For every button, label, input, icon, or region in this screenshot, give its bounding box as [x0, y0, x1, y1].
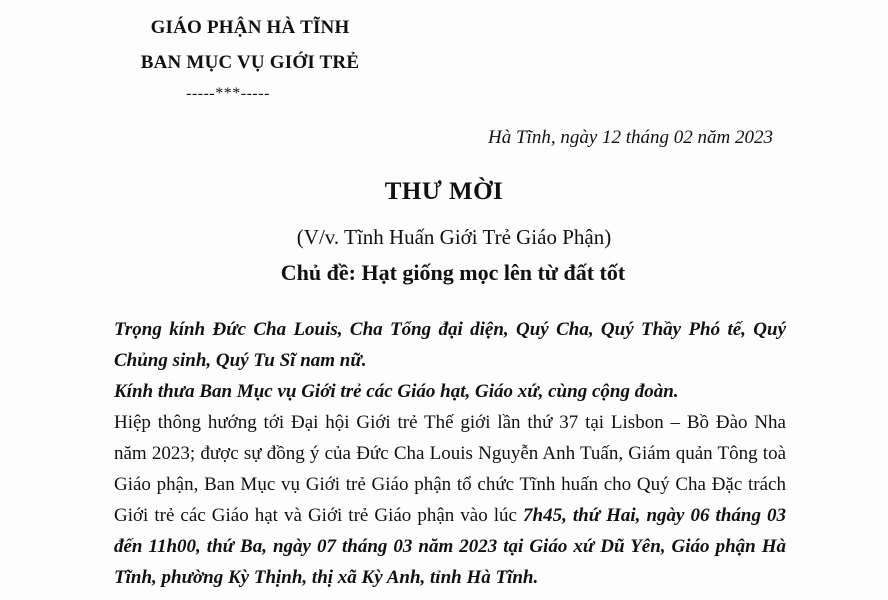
header-divider: -----***----- [186, 85, 270, 102]
office-name: BAN MỤC VỤ GIỚI TRẺ [140, 52, 360, 73]
invitation-text: Hiệp thông hướng tới Đại hội Giới trẻ Thế giới lần thứ 37 tại Lisbon – Bồ Đào Nha năm 2023; được sự đồng ý của Đức Cha Louis Nguyễn Anh Tuấn, Giám quản Tông toà Giáo phận, Ban Mục vụ Giới trẻ Giáo phận tổ chức Tĩnh huấn cho Quý Cha Đặc trách Giới trẻ các Giáo hạt và Giới trẻ Giáo phận vào lúc [114, 412, 786, 526]
greeting-youth-ministry: Kính thưa Ban Mục vụ Giới trẻ các Giáo hạt, Giáo xứ, cùng cộng đoàn. [114, 381, 679, 402]
invitation-paragraph [114, 407, 786, 593]
document-title: THƯ MỜI [384, 178, 504, 205]
date-line: Hà Tĩnh, ngày 12 tháng 02 năm 2023 [488, 127, 773, 148]
letterhead [100, 18, 400, 103]
diocese-name: GIÁO PHẬN HÀ TĨNH [150, 17, 350, 38]
greeting-clergy: Trọng kính Đức Cha Louis, Cha Tổng đại diện, Quý Cha, Quý Thầy Phó tế, Quý Chủng sinh, Quý Tu Sĩ nam nữ. [114, 319, 786, 371]
document-subject: (V/v. Tĩnh Huấn Giới Trẻ Giáo Phận) [296, 225, 612, 249]
event-time-place: 7h45, thứ Hai, ngày 06 tháng 03 đến 11h00, thứ Ba, ngày 07 tháng 03 năm 2023 tại Giáo xứ Dũ Yên, Giáo phận Hà Tĩnh, phường Kỳ Thịnh, thị xã Kỳ Anh, tỉnh Hà Tĩnh. [114, 505, 786, 588]
letter-body [114, 314, 786, 593]
document-theme: Chủ đề: Hạt giống mọc lên từ đất tốt [280, 260, 626, 285]
